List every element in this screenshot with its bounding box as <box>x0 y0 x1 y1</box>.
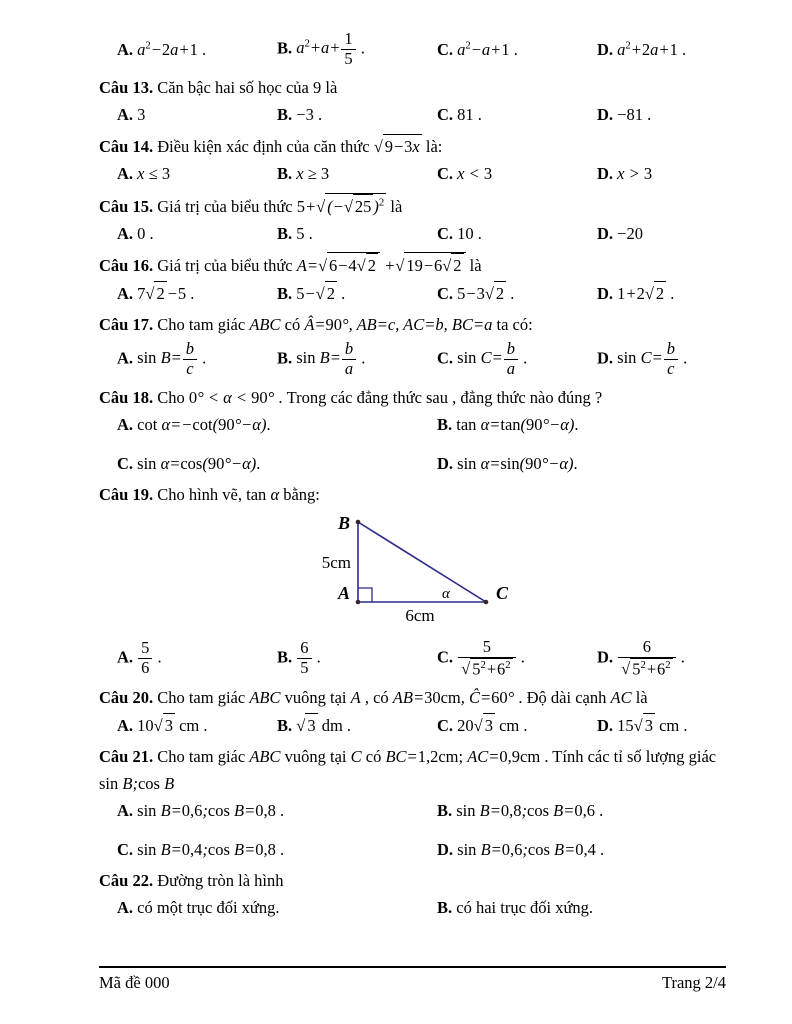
option-text: sin C= $\frac{b}{c}$ . <box>617 339 688 379</box>
option-label: A. <box>117 800 134 820</box>
option-label: D. <box>597 647 614 667</box>
option-a <box>117 713 277 738</box>
option-b <box>277 340 437 379</box>
option-c <box>117 452 437 476</box>
option-c <box>437 638 597 679</box>
question-12-options-row <box>117 30 726 69</box>
option-text: sin B=0,4;cos B=0,8 . <box>137 839 285 859</box>
option-text: có một trục đối xứng. <box>137 897 280 917</box>
question-text: Cho hình vẽ, tan α bằng: <box>157 484 320 504</box>
option-label: B. <box>277 104 293 124</box>
options-row <box>117 340 726 379</box>
options-grid <box>117 799 726 862</box>
option-c <box>437 340 597 379</box>
option-label: D. <box>437 839 454 859</box>
question-number: Câu 15. <box>99 196 154 216</box>
option-c <box>437 38 597 62</box>
option-b <box>437 799 726 823</box>
option-a <box>117 639 277 678</box>
question-stem <box>99 686 726 710</box>
option-c <box>437 713 597 738</box>
question-number: Câu 18. <box>99 388 154 408</box>
footer-exam-code: Mã đề 000 <box>99 973 170 992</box>
question-stem <box>99 134 726 159</box>
option-text: 7√ 2 −5 . <box>137 284 194 303</box>
options-row <box>117 222 726 246</box>
footer-page-number: Trang 2/4 <box>661 973 726 992</box>
option-label: C. <box>117 839 134 859</box>
option-text: $\frac{6}{√ 5^2+6^2}$ . <box>617 647 685 666</box>
option-c <box>437 281 597 306</box>
vertex-label-b: B <box>337 512 350 533</box>
options-row <box>117 103 726 127</box>
question-text: Giá trị của biểu thức A=√ 6−4√ 2 +√ 19−6√ 2 là <box>157 256 481 275</box>
option-a <box>117 340 277 379</box>
question-text: Đường tròn là hình <box>157 870 284 890</box>
question-text: Cho 0° < α < 90° . Trong các đẳng thức sau , đẳng thức nào đúng ? <box>157 388 603 408</box>
option-label: C. <box>437 716 454 736</box>
question-number: Câu 16. <box>99 256 154 276</box>
question-block-14 <box>99 134 726 186</box>
option-d <box>597 103 726 127</box>
option-label: C. <box>437 647 454 667</box>
option-label: D. <box>597 39 614 59</box>
option-text: x ≤ 3 <box>137 163 171 183</box>
question-number: Câu 17. <box>99 315 154 335</box>
option-label: D. <box>597 348 614 368</box>
question-stem <box>99 483 726 507</box>
option-a <box>117 896 437 920</box>
option-d <box>597 222 726 246</box>
option-text: 3 <box>137 104 146 124</box>
option-text: −20 <box>617 223 643 243</box>
option-b <box>277 30 437 69</box>
options-row <box>117 638 726 679</box>
option-label: B. <box>277 348 293 368</box>
question-text: Điều kiện xác định của căn thức √ 9−3x là: <box>157 137 442 156</box>
question-number: Câu 20. <box>99 688 154 708</box>
triangle-edge-bc <box>358 522 486 602</box>
option-a <box>117 413 437 437</box>
option-text: 10 . <box>457 223 482 243</box>
option-b <box>277 713 437 738</box>
question-number: Câu 22. <box>99 870 154 890</box>
option-b <box>437 413 726 437</box>
option-text: 5 . <box>296 223 313 243</box>
question-block-21 <box>99 745 726 862</box>
option-d <box>597 281 726 306</box>
option-label: A. <box>117 716 134 736</box>
option-label: D. <box>597 284 614 304</box>
question-block-15 <box>99 193 726 246</box>
vertex-dot-b <box>356 520 361 525</box>
option-a <box>117 38 277 62</box>
vertex-dot-a <box>356 600 361 605</box>
option-text: $a^2+2a+1$ . <box>617 39 687 59</box>
option-label: A. <box>117 647 134 667</box>
option-label: B. <box>277 284 293 304</box>
option-d <box>597 638 726 679</box>
option-label: D. <box>597 163 614 183</box>
option-text: √ 3 dm . <box>296 716 351 735</box>
option-a <box>117 799 437 823</box>
option-label: C. <box>437 223 454 243</box>
option-text: sin B=0,8;cos B=0,6 . <box>456 800 604 820</box>
page-footer <box>99 966 726 993</box>
option-label: A. <box>117 223 134 243</box>
option-text: cot α=−cot(90°−α). <box>137 415 271 435</box>
option-text: 0 . <box>137 223 154 243</box>
vertex-label-a: A <box>337 582 350 603</box>
option-label: B. <box>277 38 293 58</box>
option-c <box>437 222 597 246</box>
question-stem <box>99 193 726 219</box>
triangle-figure <box>99 510 726 632</box>
option-text: sin B= $\frac{b}{a}$ . <box>296 339 366 379</box>
option-label: B. <box>437 800 453 820</box>
option-label: A. <box>117 39 134 59</box>
side-label-bottom: 6cm <box>405 605 435 625</box>
option-b <box>277 162 437 186</box>
option-text: −81 . <box>617 104 652 124</box>
option-text: sin B= $\frac{b}{c}$ . <box>137 339 207 379</box>
option-label: B. <box>437 897 453 917</box>
option-text: $a^2-a+1$ . <box>457 39 518 59</box>
option-b <box>437 896 726 920</box>
option-text: sin α=cos(90°−α). <box>137 454 261 474</box>
option-text: $\frac{6}{5}$ . <box>296 647 321 666</box>
option-label: C. <box>437 104 454 124</box>
option-text: $\frac{5}{6}$ . <box>137 647 162 666</box>
question-stem <box>99 745 726 769</box>
option-label: A. <box>117 284 134 304</box>
option-a <box>117 162 277 186</box>
question-text: Căn bậc hai số học của 9 là <box>157 77 338 97</box>
question-block-19 <box>99 483 726 679</box>
option-b <box>277 222 437 246</box>
option-text: có hai trục đối xứng. <box>456 897 594 917</box>
option-label: C. <box>437 284 454 304</box>
question-number: Câu 13. <box>99 77 154 97</box>
option-b <box>277 103 437 127</box>
question-stem <box>99 76 726 100</box>
option-text: $a^2+a+$ $\frac{1}{5}$ . <box>296 29 365 68</box>
option-text: sin B=0,6;cos B=0,8 . <box>137 800 285 820</box>
question-block-18 <box>99 386 726 476</box>
option-label: A. <box>117 897 134 917</box>
option-text: tan α=tan(90°−α). <box>456 415 579 435</box>
question-block-13 <box>99 76 726 127</box>
option-c <box>117 838 437 862</box>
options-row <box>117 281 726 306</box>
option-label: A. <box>117 163 134 183</box>
option-text: 5−3√ 2 . <box>457 284 514 303</box>
option-text: 10√ 3 cm . <box>137 716 207 735</box>
option-label: B. <box>437 415 453 435</box>
option-text: 1+2√ 2 . <box>617 284 674 303</box>
question-block-16 <box>99 252 726 306</box>
option-text: sin α=sin(90°−α). <box>457 454 578 474</box>
vertex-label-c: C <box>496 582 509 603</box>
option-text: 5−√ 2 . <box>296 284 345 303</box>
option-text: x ≥ 3 <box>296 163 330 183</box>
question-stem <box>99 386 726 410</box>
right-angle-mark <box>358 588 372 602</box>
option-c <box>437 162 597 186</box>
option-label: C. <box>437 39 454 59</box>
question-text: Cho tam giác ABC có Â=90°, AB=c, AC=b, BC=a ta có: <box>157 315 533 335</box>
question-stem-line2: sin B;cos B <box>99 774 175 794</box>
side-label-left: 5cm <box>321 552 351 572</box>
question-text: Cho tam giác ABC vuông tại C có BC=1,2cm; AC=0,9cm . Tính các tỉ số lượng giác <box>157 747 717 767</box>
option-label: D. <box>597 223 614 243</box>
options-grid <box>117 413 726 476</box>
option-label: B. <box>277 716 293 736</box>
option-text: sin C= $\frac{b}{a}$ . <box>457 339 528 379</box>
option-text: $a^2-2a+1$ . <box>137 39 207 59</box>
option-d <box>597 38 726 62</box>
option-text: 20√ 3 cm . <box>457 716 527 735</box>
question-block-20 <box>99 686 726 738</box>
question-number: Câu 14. <box>99 136 154 156</box>
option-label: A. <box>117 104 134 124</box>
option-a <box>117 222 277 246</box>
option-label: B. <box>277 163 293 183</box>
option-label: B. <box>277 647 293 667</box>
option-d <box>597 713 726 738</box>
question-number: Câu 19. <box>99 484 154 504</box>
option-text: x > 3 <box>617 163 653 183</box>
option-d <box>597 340 726 379</box>
option-label: C. <box>117 454 134 474</box>
option-label: C. <box>437 348 454 368</box>
option-label: B. <box>277 223 293 243</box>
options-row <box>117 713 726 738</box>
triangle-svg <box>254 510 534 630</box>
option-label: A. <box>117 348 134 368</box>
option-a <box>117 281 277 306</box>
question-stem <box>99 869 726 893</box>
option-label: C. <box>437 163 454 183</box>
option-b <box>277 281 437 306</box>
option-b <box>277 639 437 678</box>
option-d <box>437 452 726 476</box>
vertex-dot-c <box>484 600 489 605</box>
question-block-22 <box>99 869 726 920</box>
option-d <box>597 162 726 186</box>
angle-label-alpha: α <box>442 585 450 602</box>
question-text: Giá trị của biểu thức 5+√ (−√ 25 )$^2$ là <box>157 197 402 216</box>
option-label: A. <box>117 415 134 435</box>
option-d <box>437 838 726 862</box>
option-text: −3 . <box>296 104 323 124</box>
option-label: D. <box>597 104 614 124</box>
question-stem <box>99 313 726 337</box>
option-text: sin B=0,6;cos B=0,4 . <box>457 839 605 859</box>
option-text: x < 3 <box>457 163 493 183</box>
options-row <box>117 162 726 186</box>
option-label: D. <box>597 716 614 736</box>
question-stem <box>99 252 726 278</box>
question-number: Câu 21. <box>99 747 154 767</box>
option-text: $\frac{5}{√ 5^2+6^2}$ . <box>457 647 525 666</box>
question-text: Cho tam giác ABC vuông tại A , có AB=30cm, Ĉ=60° . Độ dài cạnh AC là <box>157 688 648 708</box>
option-text: 15√ 3 cm . <box>617 716 687 735</box>
option-c <box>437 103 597 127</box>
options-row <box>117 896 726 920</box>
option-a <box>117 103 277 127</box>
question-block-17 <box>99 313 726 379</box>
option-label: D. <box>437 454 454 474</box>
option-text: 81 . <box>457 104 482 124</box>
